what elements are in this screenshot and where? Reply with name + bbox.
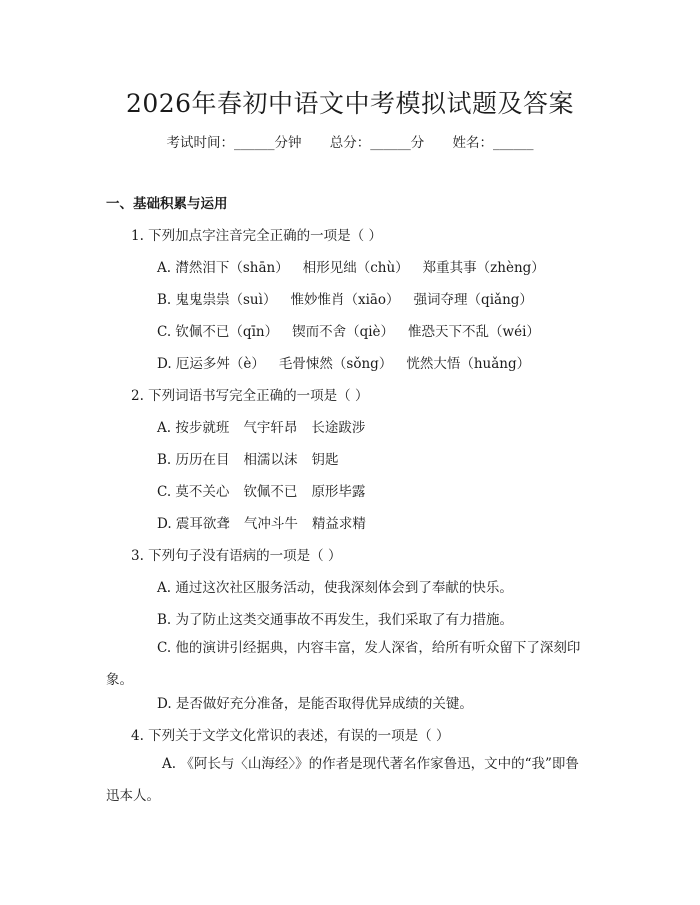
exam-score-field: 总分：______分 (329, 135, 425, 151)
question-2-stem: 2. 下列词语书写完全正确的一项是（ ） (131, 388, 369, 404)
question-1-option-b (157, 288, 547, 308)
exam-time-field: 考试时间：______分钟 (166, 135, 302, 151)
option-segment: B. 历历在目 (157, 452, 230, 468)
student-name-field: 姓名：______ (452, 135, 534, 151)
question-2-option-b (157, 448, 353, 468)
option-segment: 惟妙惟肖（xiāo） (290, 292, 400, 308)
option-segment: 精益求精 (311, 516, 366, 532)
question-3-option-b: B. 为了防止这类交通事故不再发生，我们采取了有力措施。 (157, 612, 514, 628)
option-segment: A. 潸然泪下（shān） (157, 260, 289, 276)
question-2-option-d (157, 512, 380, 532)
question-2-option-a (157, 416, 379, 436)
question-3-option-c: C. 他的演讲引经据典，内容丰富，发人深省，给所有听众留下了深刻印象。 (106, 640, 581, 688)
option-segment: 惟恐天下不乱（wéi） (408, 324, 540, 340)
option-segment: 长途跋涉 (311, 420, 366, 436)
option-segment: 相形见绌（chù） (302, 260, 409, 276)
option-segment: 恍然大悟（huǎng） (406, 356, 531, 372)
question-4-stem: 4. 下列关于文学文化常识的表述，有误的一项是（ ） (131, 728, 450, 744)
question-1-option-a (157, 256, 559, 276)
option-segment: 强词夺理（qiǎng） (413, 292, 533, 308)
question-3-stem: 3. 下列句子没有语病的一项是（ ） (131, 548, 342, 564)
option-segment: 锲而不舍（qiè） (292, 324, 395, 340)
page-title: 2026年春初中语文中考模拟试题及答案 (125, 89, 575, 118)
option-segment: D. 厄运多舛（è） (157, 356, 265, 372)
option-segment: C. 钦佩不已（qīn） (157, 324, 279, 340)
question-1-stem: 1. 下列加点字注音完全正确的一项是（ ） (131, 228, 382, 244)
option-segment: 郑重其事（zhèng） (422, 260, 545, 276)
option-segment: 钥匙 (311, 452, 339, 468)
option-segment: 钦佩不已 (243, 484, 298, 500)
option-segment: C. 莫不关心 (157, 484, 230, 500)
section-heading: 一、基础积累与运用 (106, 196, 228, 212)
option-segment: 原形毕露 (311, 484, 366, 500)
question-3-option-d: D. 是否做好充分准备，是能否取得优异成绩的关键。 (157, 696, 473, 712)
question-3-option-a: A. 通过这次社区服务活动，使我深刻体会到了奉献的快乐。 (157, 580, 513, 596)
option-segment: 气冲斗牛 (243, 516, 298, 532)
option-segment: 毛骨悚然（sǒng） (278, 356, 393, 372)
exam-meta (0, 131, 700, 151)
question-4-option-a: A. 《阿长与〈山海经〉》的作者是现代著名作家鲁迅，文中的“我”即鲁迅本人。 (106, 756, 579, 804)
option-segment: B. 鬼鬼祟祟（suì） (157, 292, 277, 308)
question-1-option-d (157, 352, 544, 372)
option-segment: 气宇轩昂 (243, 420, 298, 436)
question-1-option-c (157, 320, 554, 340)
option-segment: 相濡以沫 (243, 452, 298, 468)
option-segment: D. 震耳欲聋 (157, 516, 230, 532)
option-segment: A. 按步就班 (157, 420, 230, 436)
question-2-option-c (157, 480, 379, 500)
